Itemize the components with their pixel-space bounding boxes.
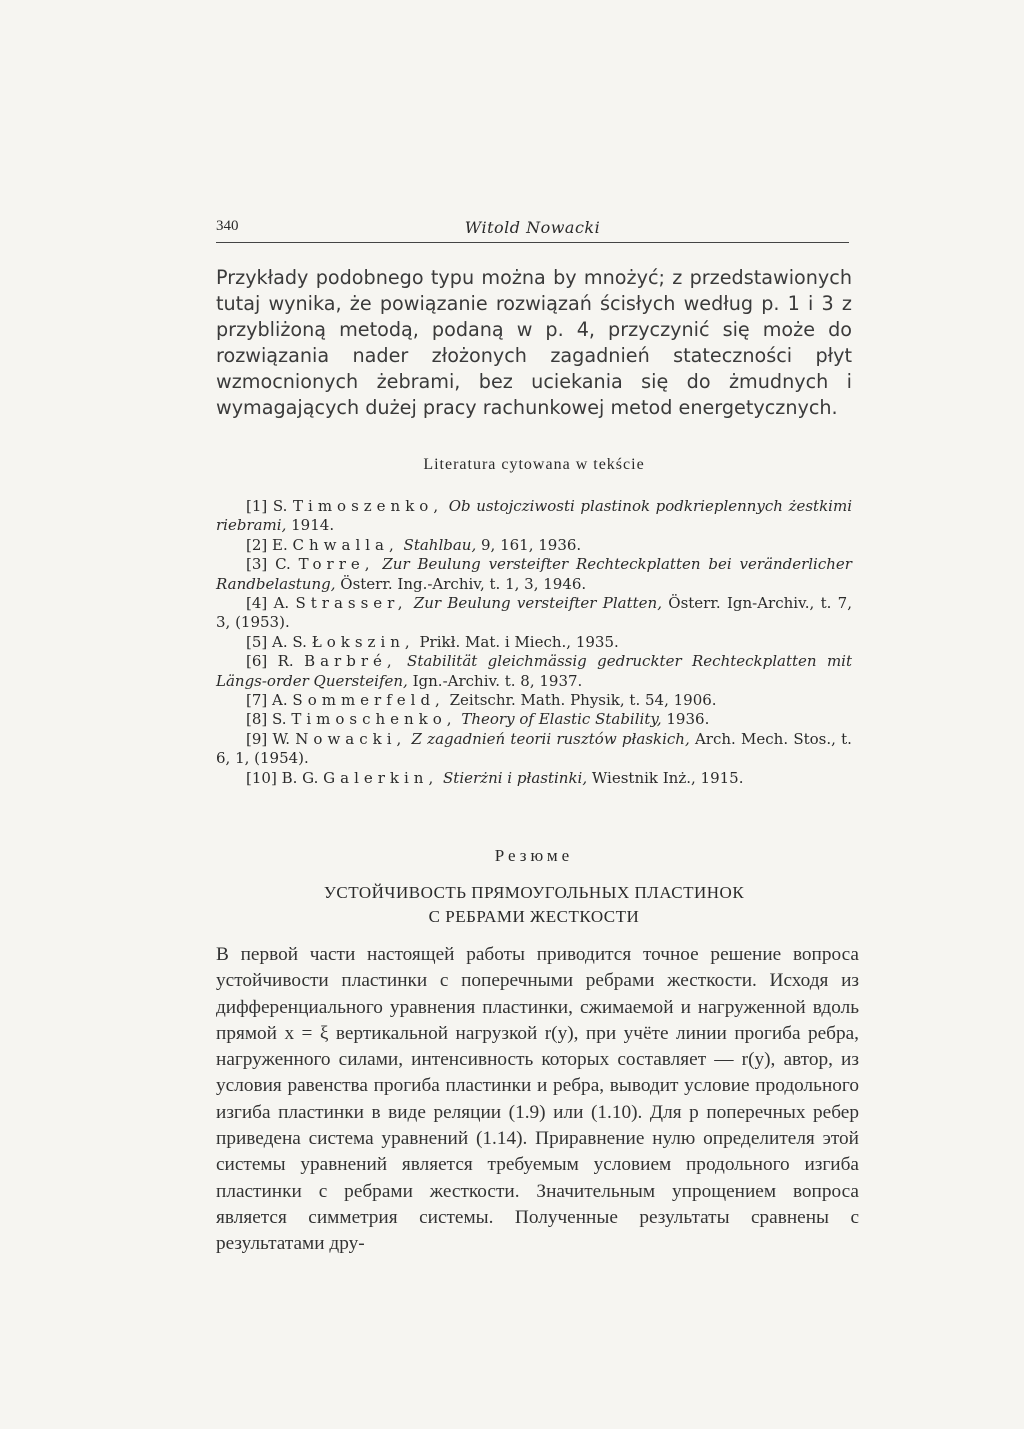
reference-list	[216, 497, 852, 788]
summary-title-line-2: С РЕБРАМИ ЖЕСТКОСТИ	[428, 907, 640, 926]
running-head-author: Witold Nowacki	[464, 218, 601, 237]
intro-paragraph: Przykłady podobnego typu można by mnożyć; z przedstawionych tutaj wynika, że powiązanie rozwiązań ścisłych według p. 1 i 3 z przybliżoną metodą, podaną w p. 4, przyczynić się może do rozwiązania nader złożonych zagadnień stateczności płyt wzmocnionych żebrami, bez uciekania się do żmudnych i wymagających dużej pracy rachunkowej metod energetycznych.	[216, 266, 852, 420]
reference-item: [4] A. Strasser, Zur Beulung versteifter Platten, Österr. Ign-Archiv., t. 7, 3, (1953).	[216, 594, 852, 632]
reference-item: [9] W. Nowacki, Z zagadnień teorii rusztów płaskich, Arch. Mech. Stos., t. 6, 1, (1954).	[216, 729, 852, 768]
reference-item: [2] E. Chwalla, Stahlbau, 9, 161, 1936.	[246, 535, 582, 554]
reference-item: [1] S. Timoszenko, Ob ustojcziwosti plastinok podkrieplennych żestkimi riebrami, 1914.	[216, 497, 852, 535]
reference-item: [5] A. S. Łokszin, Prikł. Mat. i Miech., 1935.	[246, 632, 619, 651]
summary-title	[216, 881, 852, 929]
summary-heading: Резюме	[494, 846, 574, 865]
reference-item: [8] S. Timoschenko, Theory of Elastic Stability, 1936.	[246, 710, 710, 729]
reference-item: [7] A. Sommerfeld, Zeitschr. Math. Physik, t. 54, 1906.	[246, 691, 717, 710]
page-number: 340	[216, 218, 239, 234]
summary-title-line-1: УСТОЙЧИВОСТЬ ПРЯМОУГОЛЬНЫХ ПЛАСТИНОК	[323, 883, 745, 902]
summary-body: В первой части настоящей работы приводится точное решение вопроса устойчивости пластинки с поперечными ребрами жесткости. Исходя из дифференциального уравнения пластинки, сжимаемой и нагруженной вдоль прямой x = ξ вертикальной нагрузкой r(y), при учёте линии прогиба ребра, нагруженного силами, интенсивность которых составляет — r(y), автор, из условия равенства прогиба пластинки и ребра, выводит условие продольного изгиба пластинки в виде реляции (1.9) или (1.10). Для p поперечных ребер приведена система уравнений (1.14). Приравнение нулю определителя этой системы уравнений является требуемым условием продольного изгиба пластинки с ребрами жесткости. Значительным упрощением вопроса является симметрия системы. Полученные результаты сравнены с результатами дру-	[216, 944, 859, 1255]
reference-item: [6] R. Barbré, Stabilität gleichmässig gedruckter Rechteckplatten mit Längs-order Quersteifen, Ign.-Archiv. t. 8, 1937.	[216, 652, 852, 690]
reference-item: [10] B. G. Galerkin, Stierżni i płastinki, Wiestnik Inż., 1915.	[246, 768, 744, 787]
running-head	[216, 214, 849, 243]
literature-heading: Literatura cytowana w tekście	[423, 456, 645, 473]
reference-item: [3] C. Torre, Zur Beulung versteifter Rechteckplatten bei veränderlicher Randbelastung, Österr. Ing.-Archiv, t. 1, 3, 1946.	[216, 555, 852, 593]
